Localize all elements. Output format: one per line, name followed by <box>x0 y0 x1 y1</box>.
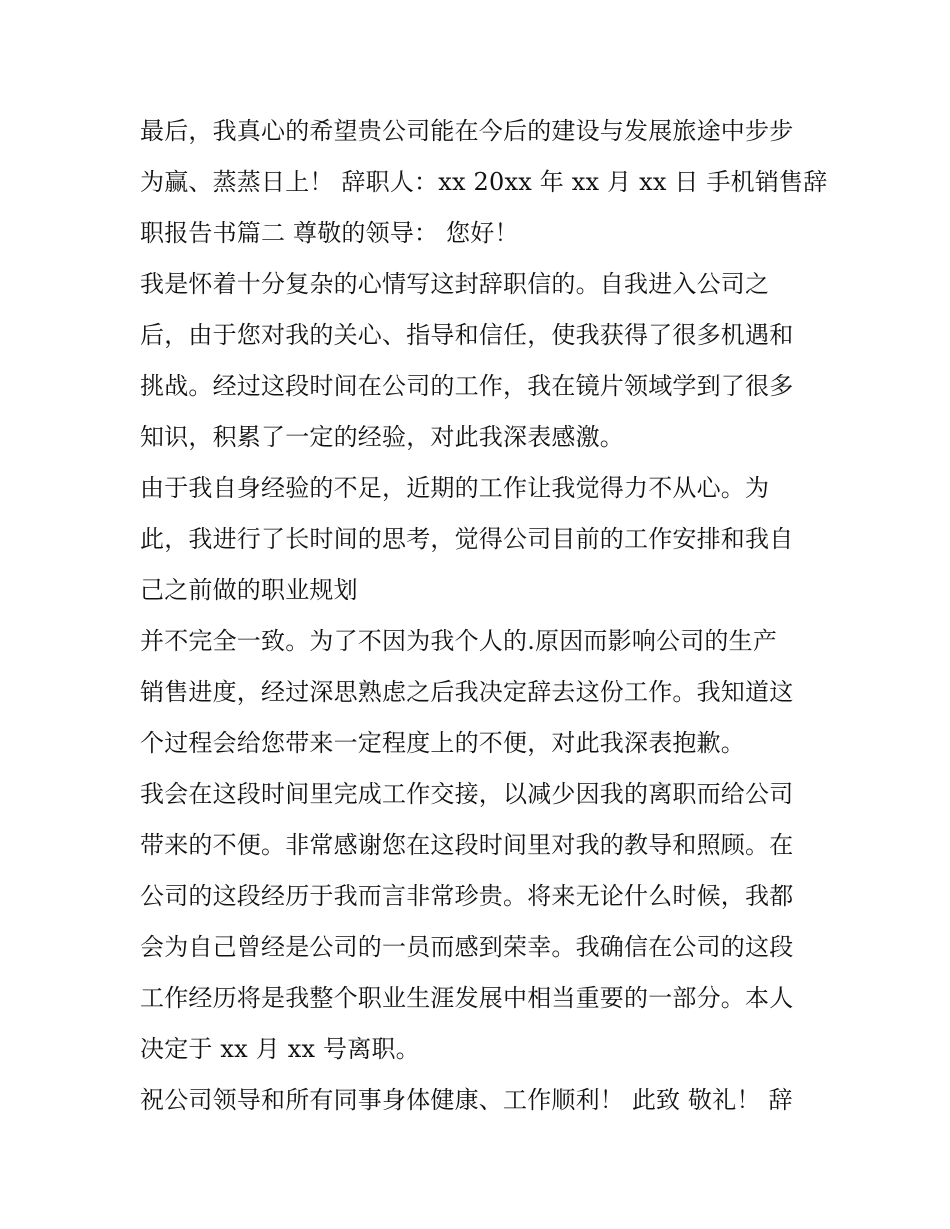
text-line: 带来的不便。非常感谢您在这段时间里对我的教导和照顾。在 <box>140 831 794 859</box>
text-line: 职报告书篇二 尊敬的领导： 您好！ <box>140 219 519 247</box>
text-line: 最后，我真心的希望贵公司能在今后的建设与发展旅途中步步 <box>140 117 794 145</box>
text-line: 工作经历将是我整个职业生涯发展中相当重要的一部分。本人 <box>140 984 794 1012</box>
text-line: 为赢、蒸蒸日上！ 辞职人：xx 20xx 年 xx 月 xx 日 手机销售辞 <box>140 168 828 196</box>
text-line: 个过程会给您带来一定程度上的不便，对此我深表抱歉。 <box>140 729 745 757</box>
text-line: 己之前做的职业规划 <box>140 576 358 604</box>
text-line: 我会在这段时间里完成工作交接，以减少因我的离职而给公司 <box>140 780 794 808</box>
text-line: 挑战。经过这段时间在公司的工作，我在镜片领域学到了很多 <box>140 372 794 400</box>
text-line: 祝公司领导和所有同事身体健康、工作顺利！ 此致 敬礼！ 辞 <box>140 1086 793 1114</box>
text-line: 公司的这段经历于我而言非常珍贵。将来无论什么时候，我都 <box>140 882 794 910</box>
text-line: 销售进度，经过深思熟虑之后我决定辞去这份工作。我知道这 <box>140 678 794 706</box>
text-line: 由于我自身经验的不足，近期的工作让我觉得力不从心。为 <box>140 474 770 502</box>
text-line: 决定于 xx 月 xx 号离职。 <box>140 1035 420 1063</box>
text-line: 会为自己曾经是公司的一员而感到荣幸。我确信在公司的这段 <box>140 933 794 961</box>
text-line: 并不完全一致。为了不因为我个人的.原因而影响公司的生产 <box>140 627 778 655</box>
text-line: 后，由于您对我的关心、指导和信任，使我获得了很多机遇和 <box>140 321 794 349</box>
text-line: 我是怀着十分复杂的心情写这封辞职信的。自我进入公司之 <box>140 270 770 298</box>
text-line: 知识，积累了一定的经验，对此我深表感激。 <box>140 423 624 451</box>
text-line: 此，我进行了长时间的思考，觉得公司目前的工作安排和我自 <box>140 525 794 553</box>
letter-body <box>140 106 828 1126</box>
